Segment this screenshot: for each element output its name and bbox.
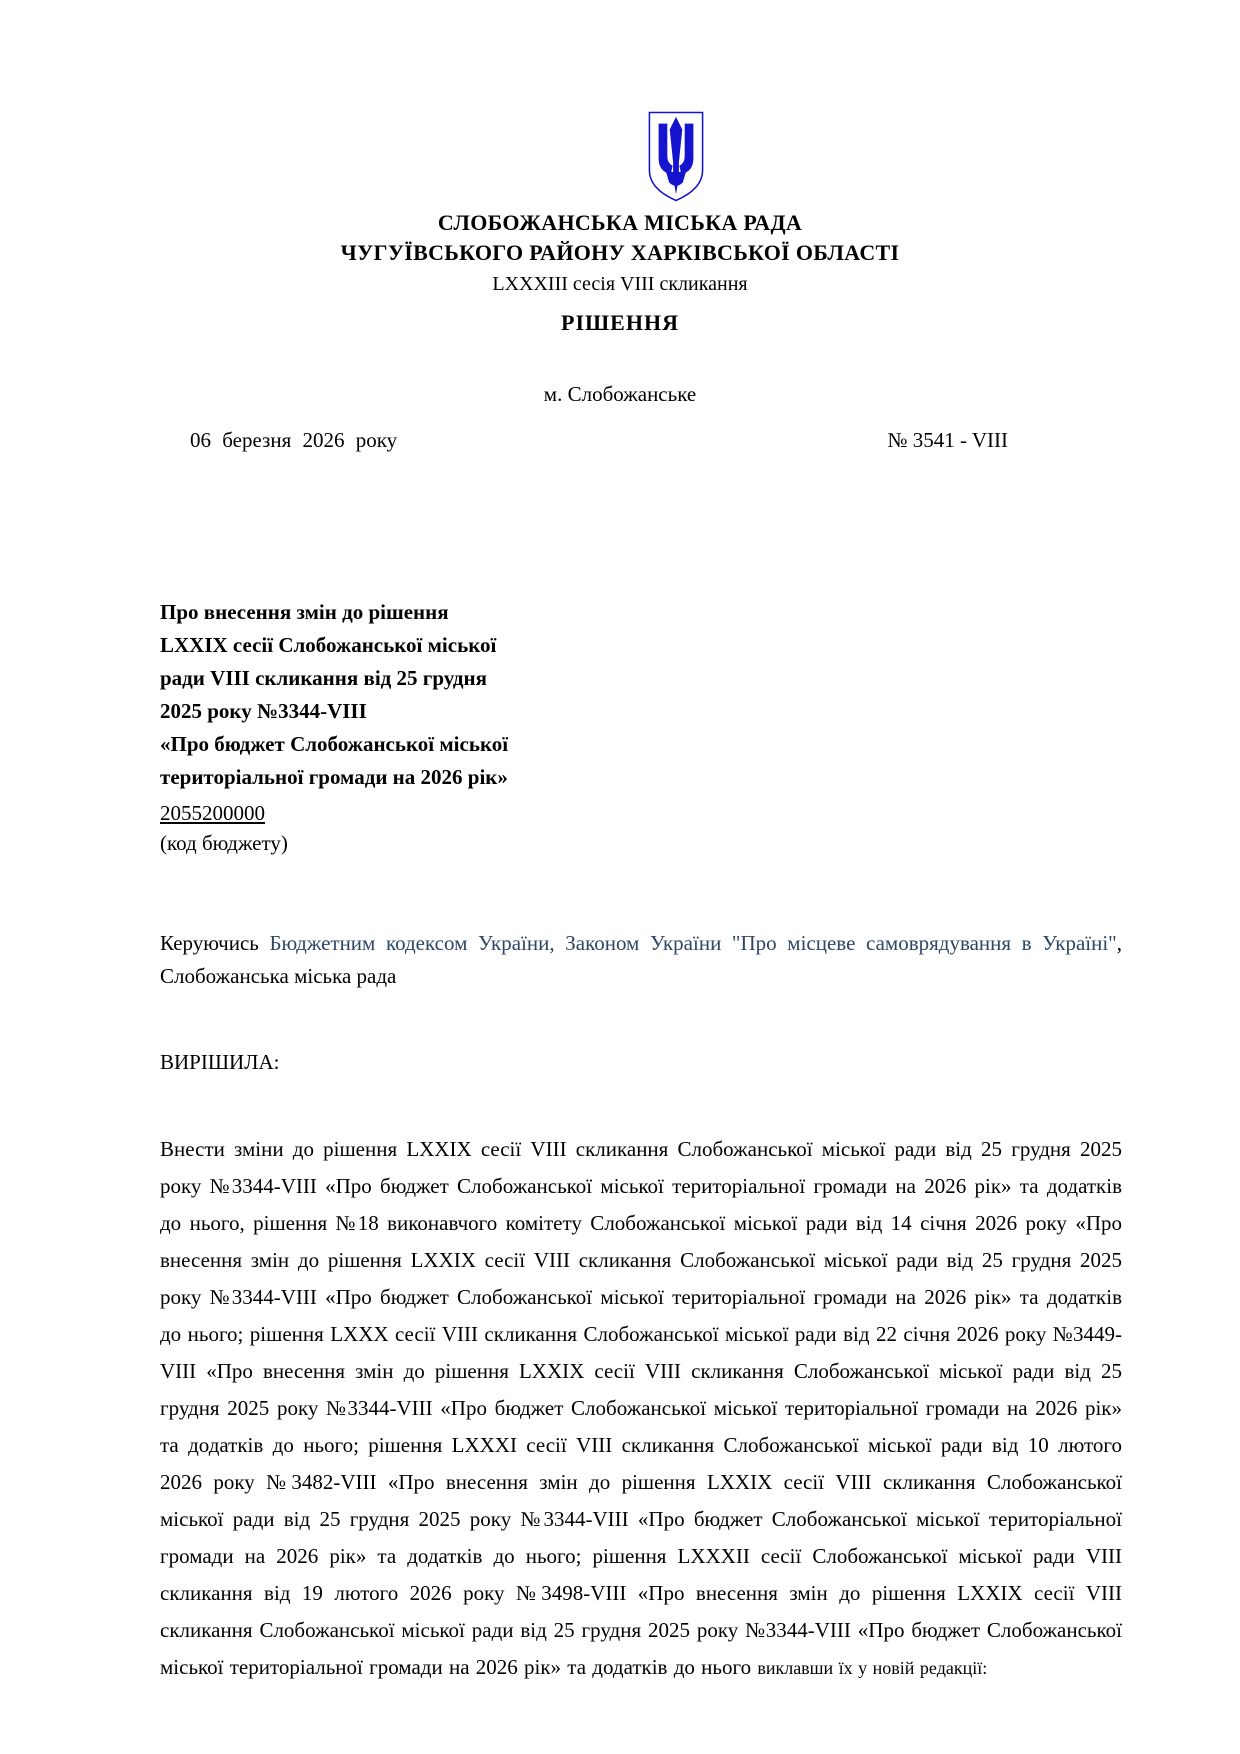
date-number-row xyxy=(160,428,1120,453)
org-name-line1: СЛОБОЖАНСЬКА МІСЬКА РАДА xyxy=(437,210,803,235)
legal-reference-link[interactable]: Бюджетним кодексом України, Законом України "Про місцеве самоврядування в Україні" xyxy=(269,931,1117,955)
subject-line: ради VIII скликання від 25 грудня xyxy=(160,666,487,690)
doc-date: 06 березня 2026 року xyxy=(190,428,398,452)
resolution-body-paragraph xyxy=(160,1131,1122,1687)
subject-block xyxy=(160,596,720,794)
doc-number: № 3541 - VIII xyxy=(887,428,1008,452)
subject-line: територіальної громади на 2026 рік» xyxy=(160,765,508,789)
tryzub-coat-of-arms-icon xyxy=(647,110,705,204)
org-name-line2: ЧУГУЇВСЬКОГО РАЙОНУ ХАРКІВСЬКОЇ ОБЛАСТІ xyxy=(340,240,900,265)
resolved-label: ВИРІШИЛА: xyxy=(160,1050,280,1074)
session-line: LXXXIII сесія VIII скликання xyxy=(492,273,748,295)
preamble-suffix: , Слобожанська міська рада xyxy=(160,931,1122,988)
budget-code-block xyxy=(160,798,288,858)
preamble-paragraph xyxy=(160,927,1122,993)
resolution-body-main: Внести зміни до рішення LXXIX сесії VIII скликання Слобожанської міської ради від 25 грудня 2025 року №3344-VIII «Про бюджет Слобожанської міської територіальної громади на 2026 рік» та додатків до нього, рішення №18 виконавчого комітету Слобожанської міської ради від 14 січня 2026 року «Про внесення змін до рішення LXXIX сесії VIII скликання Слобожанської міської ради від 25 грудня 2025 року №3344-VIII «Про бюджет Слобожанської міської територіальної громади на 2026 рік» та додатків до нього; рішення LXXX сесії VIII скликання Слобожанської міської ради від 22 січня 2026 року №3449-VIII «Про внесення змін до рішення LXXIX сесії VIII скликання Слобожанської міської ради від 25 грудня 2025 року №3344-VIII «Про бюджет Слобожанської міської територіальної громади на 2026 рік» та додатків до нього; рішення LXXXI сесії VIII скликання Слобожанської міської ради від 10 лютого 2026 року №3482-VIII «Про внесення змін до рішення LXXIX сесії VIII скликання Слобожанської міської ради від 25 грудня 2025 року №3344-VIII «Про бюджет Слобожанської міської територіальної громади на 2026 рік» та додатків до нього; рішення LXXXII сесії Слобожанської міської ради VIII скликання від 19 лютого 2026 року №3498-VIII «Про внесення змін до рішення LXXIX сесії VIII скликання Слобожанської міської ради від 25 грудня 2025 року №3344-VIII «Про бюджет Слобожанської міської територіальної громади на 2026 рік» та додатків до нього xyxy=(160,1137,1123,1679)
resolution-body-tail: виклавши їх у новій редакції: xyxy=(757,1658,988,1678)
subject-line: Про внесення змін до рішення xyxy=(160,600,449,624)
doc-type-title: РІШЕННЯ xyxy=(561,310,679,335)
subject-line: 2025 року №3344-VIII xyxy=(160,699,367,723)
emblem-container xyxy=(0,110,1240,204)
budget-code-label: (код бюджету) xyxy=(160,831,288,855)
preamble-prefix: Керуючись xyxy=(160,931,270,955)
budget-code-value: 2055200000 xyxy=(160,801,265,825)
org-header xyxy=(0,208,1240,298)
subject-line: «Про бюджет Слобожанської міської xyxy=(160,732,509,756)
subject-line: LXXIX сесії Слобожанської міської xyxy=(160,633,497,657)
city-line: м. Слобожанське xyxy=(543,382,697,406)
